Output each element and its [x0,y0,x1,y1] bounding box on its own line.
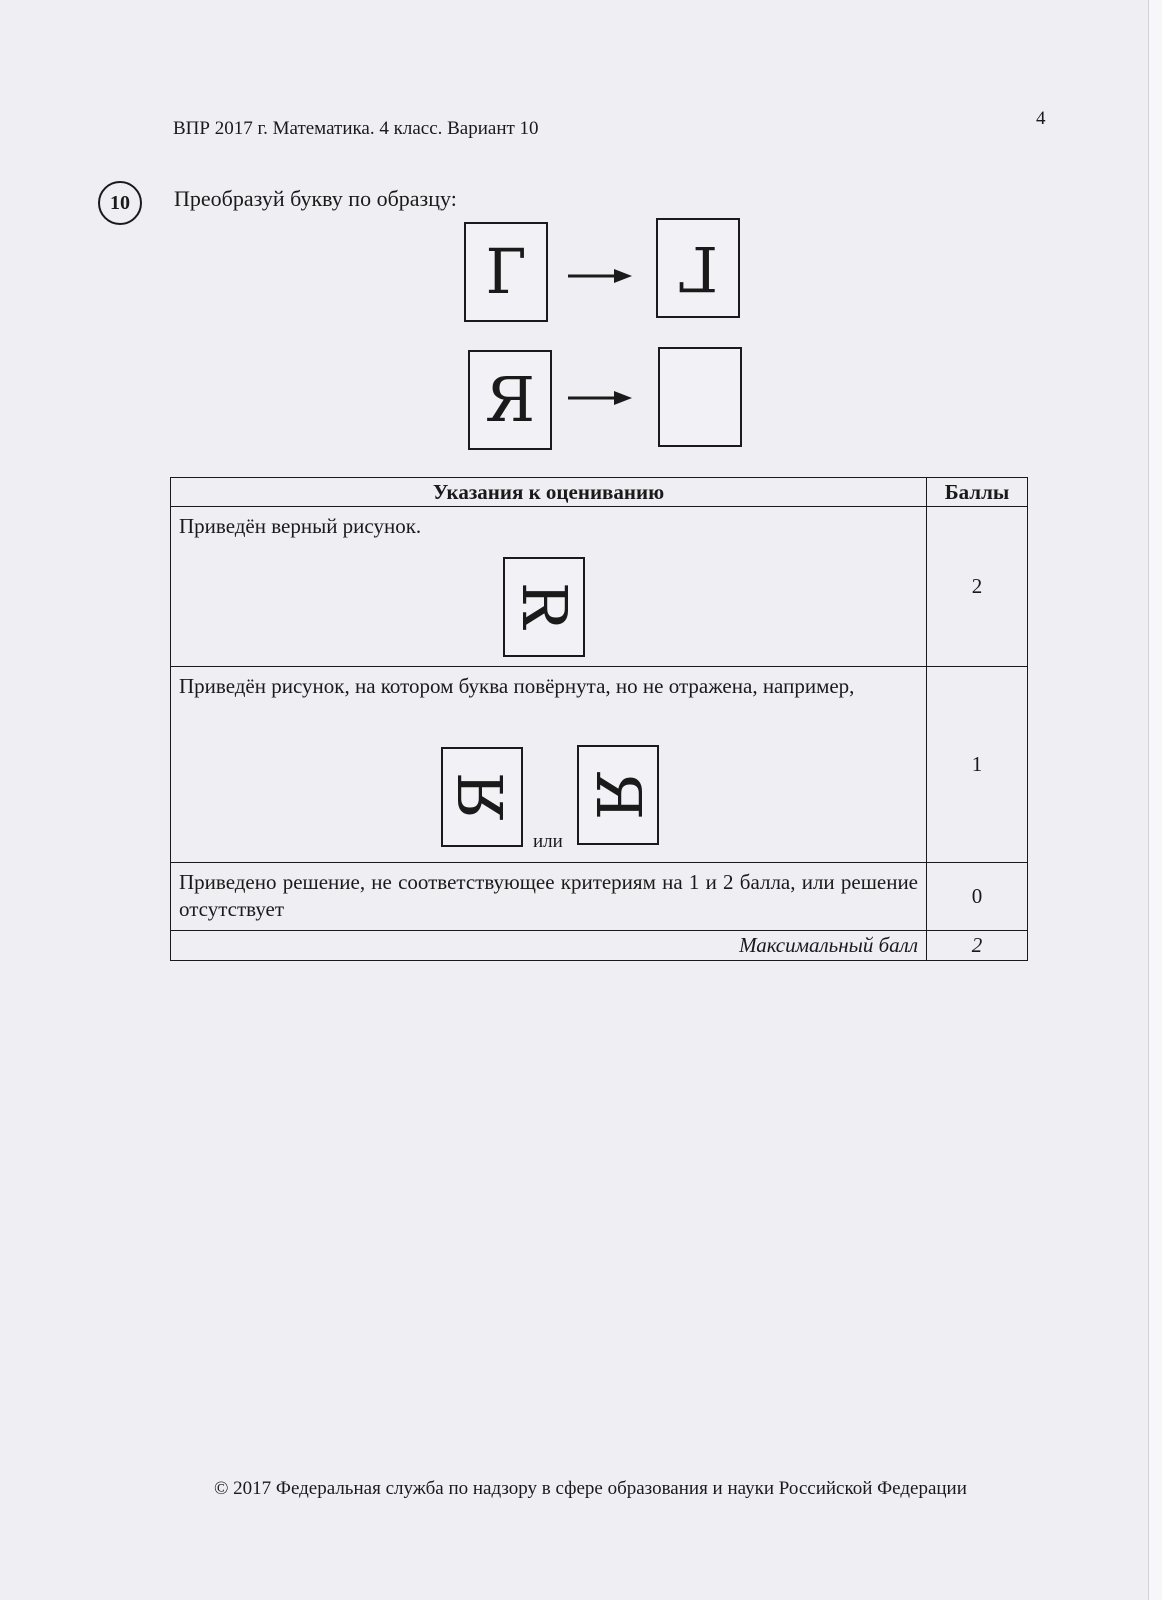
criteria-text: Приведён верный рисунок. [179,514,422,538]
rotated-figure-letter-a: Я [444,771,518,823]
criteria-text: Приведено решение, не соответствующее критериям на 1 и 2 балла, или решение отсутствует [179,870,918,922]
task-number-badge [98,181,142,225]
example-source-letter: Г [485,235,527,308]
rotated-figure-box-a [441,747,523,847]
example-result-letter: Г [677,232,719,305]
criteria-text: Приведён рисунок, на котором буква повёрнута, но не отражена, например, [179,674,855,698]
arrow-right-icon [568,268,632,284]
arrow-right-icon [568,390,632,406]
correct-figure-letter: Я [507,581,581,633]
rotated-figure-box-b [577,745,659,845]
question-source-letter: Я [484,363,536,436]
criteria-cell [171,507,927,667]
copyright-footer: © 2017 Федеральная служба по надзору в сфере образования и науки Российской Федерации [214,1478,967,1499]
table-row [171,667,1028,863]
criteria-header: Указания к оцениванию [171,478,927,507]
question-source-box [468,350,552,450]
rotated-figure-letter-b: Я [581,769,655,821]
table-row [171,507,1028,667]
page-edge [1148,0,1162,1600]
table-row [171,863,1028,931]
document-header: ВПР 2017 г. Математика. 4 класс. Вариант 10 [173,118,539,139]
example-source-box [464,222,548,322]
example-result-box [656,218,740,318]
criteria-cell [171,667,927,863]
score-cell: 1 [927,667,1028,863]
score-cell: 0 [927,863,1028,931]
max-score-value: 2 [927,930,1028,960]
table-row-max [171,930,1028,960]
score-header: Баллы [927,478,1028,507]
answer-box[interactable] [658,347,742,447]
grading-table [170,477,1028,961]
criteria-cell [171,863,927,931]
correct-figure-box [503,557,585,657]
max-score-label: Максимальный балл [171,930,927,960]
score-cell: 2 [927,507,1028,667]
task-number: 10 [110,191,130,214]
task-prompt: Преобразуй букву по образцу: [174,186,457,211]
or-label: или [533,831,563,852]
page-number: 4 [1036,108,1046,129]
